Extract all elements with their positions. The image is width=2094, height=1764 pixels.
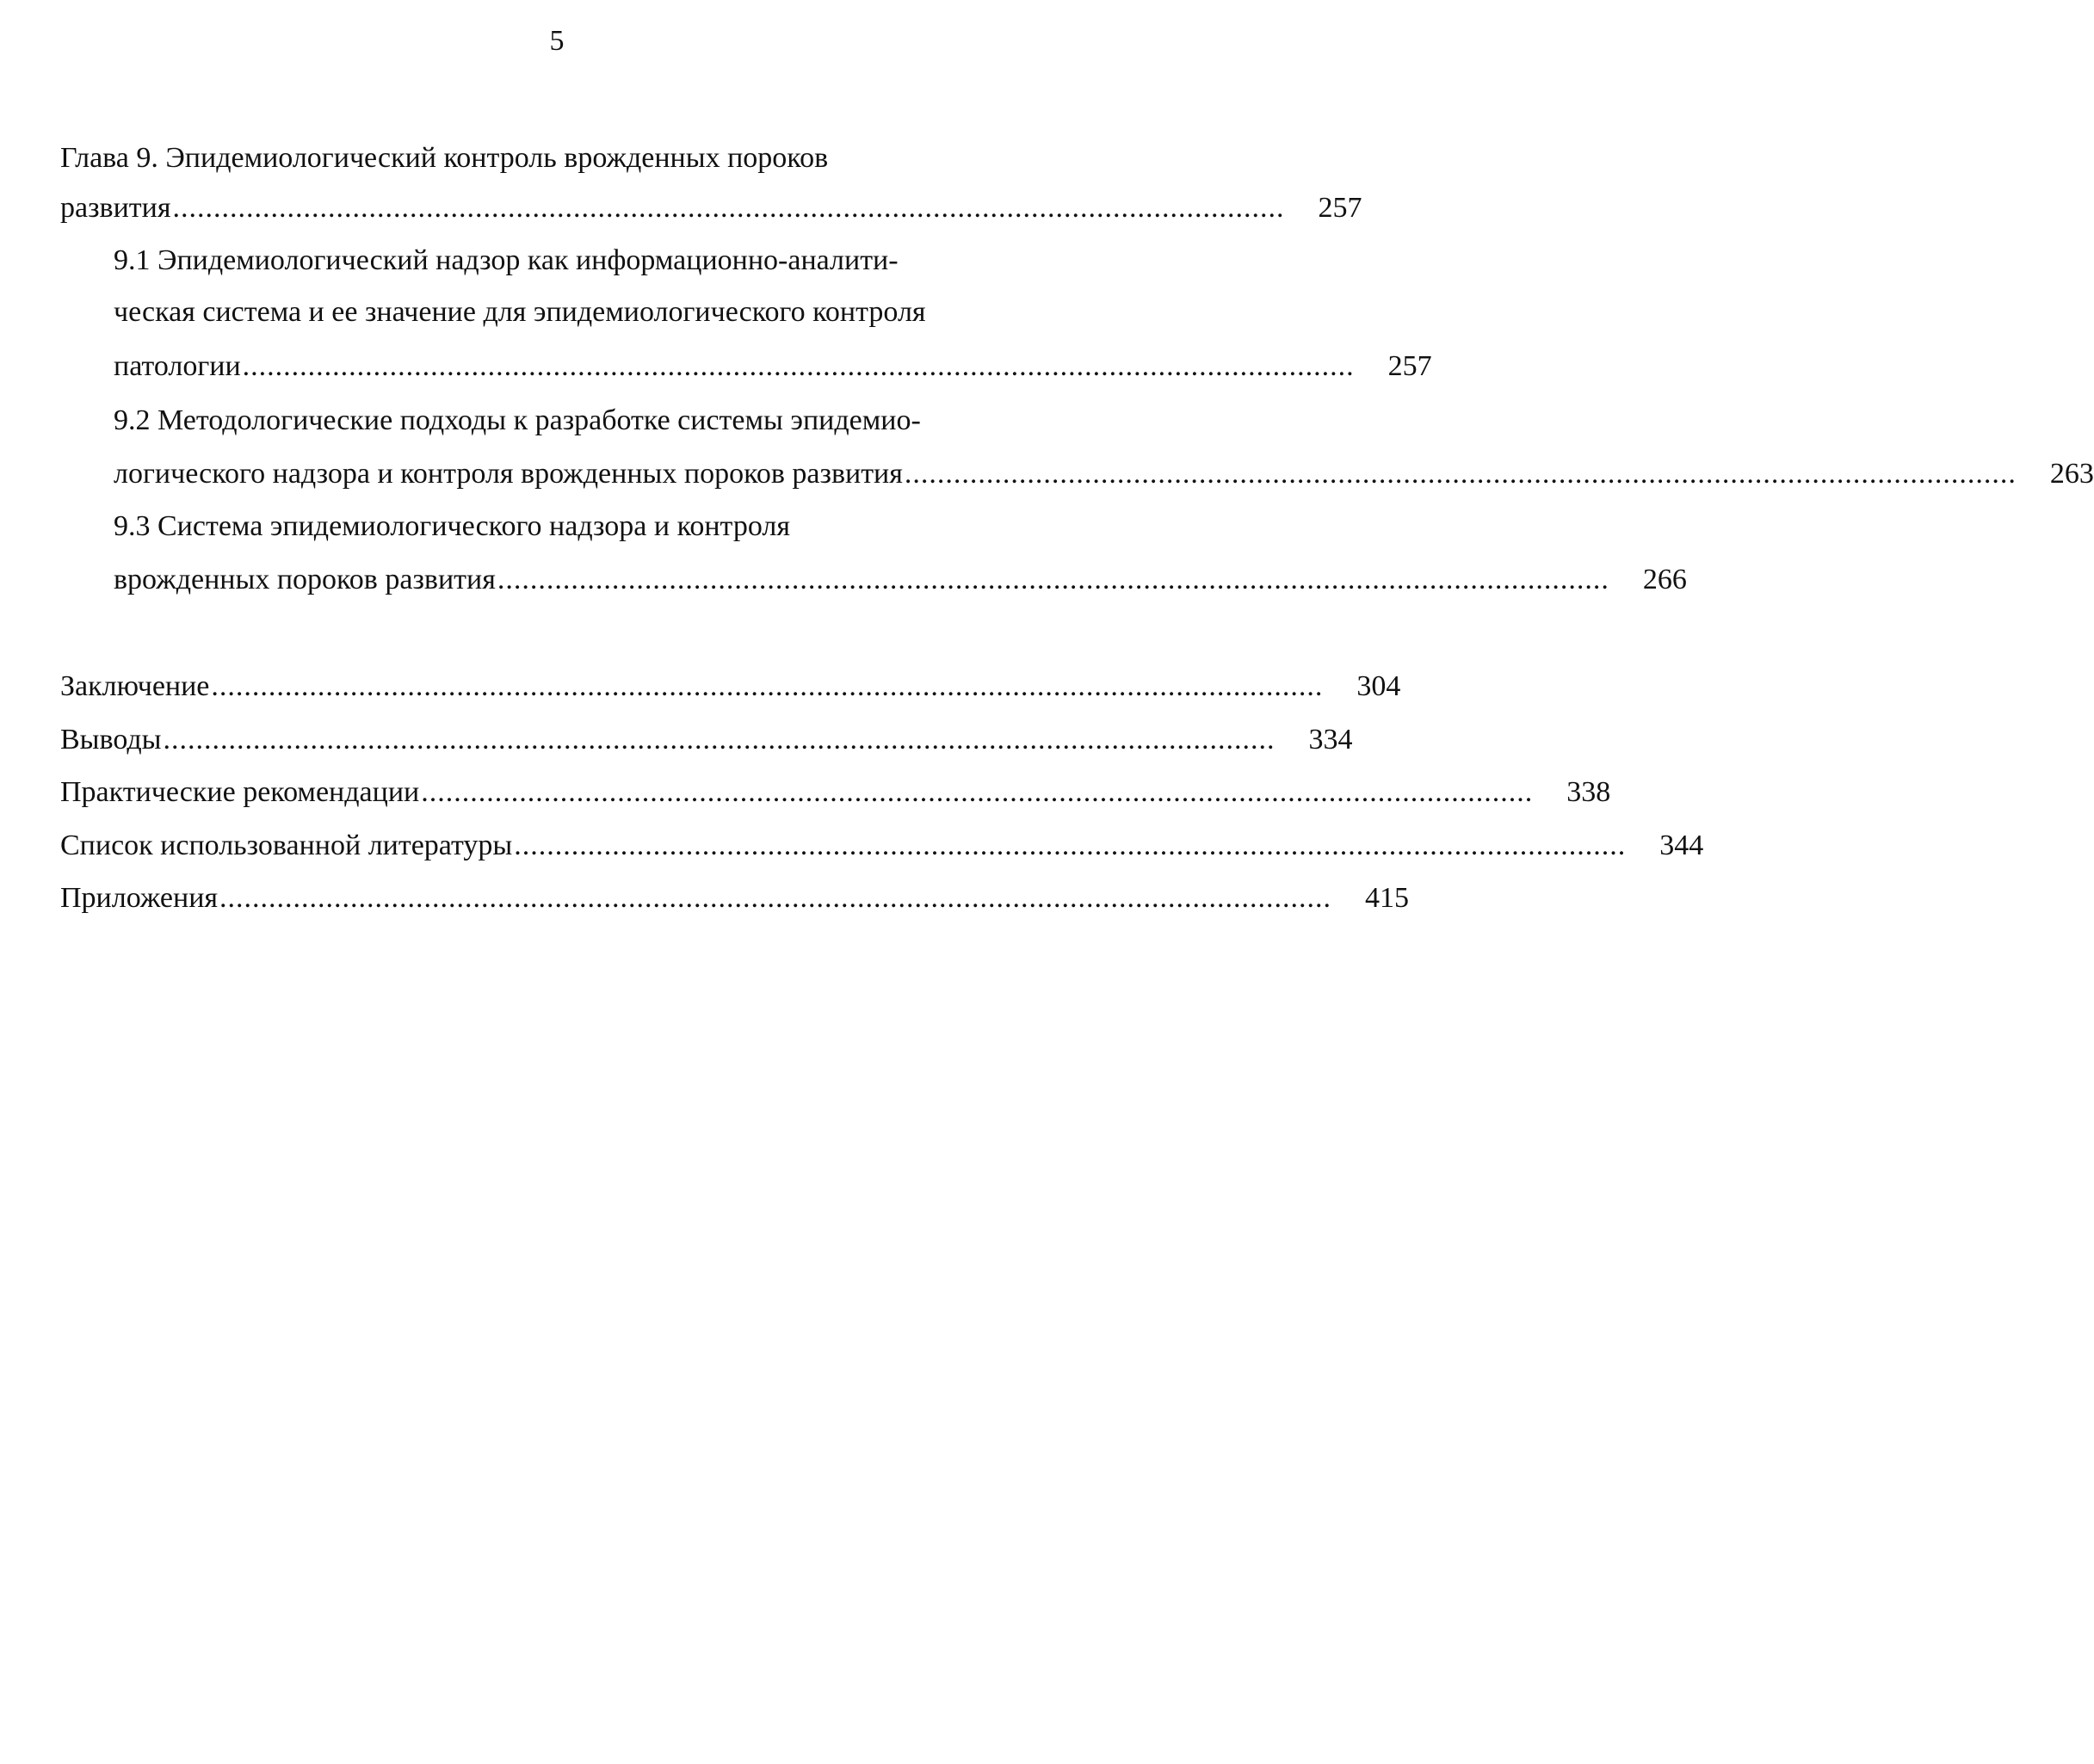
toc-page-number: 304 (1356, 670, 1401, 702)
toc-page-number: 415 (1365, 882, 1410, 914)
toc-leader-dots: ........................................................................................................................................ (421, 776, 1534, 808)
toc-entry-chapter-9[interactable] (60, 182, 1362, 234)
toc-entry-label: врожденных пороков развития (114, 564, 496, 595)
toc-entry-conclusion[interactable] (60, 661, 1401, 712)
toc-leader-dots: ........................................................................................................................................ (497, 564, 1609, 595)
toc-page-number: 263 (2049, 458, 2094, 490)
toc-entry-section-9-1[interactable] (114, 341, 1432, 392)
toc-leader-dots: ........................................................................................................................................ (219, 882, 1332, 914)
toc-entry-label: Приложения (60, 882, 219, 914)
toc-entry-section-9-2[interactable] (114, 448, 2094, 500)
toc-leader-dots: ........................................................................................................................................ (242, 350, 1355, 382)
toc-entry-label: патологии (114, 350, 241, 382)
page-number: 5 (549, 25, 565, 57)
toc-section-9-2-line-1: 9.2 Методологические подходы к разработке системы эпидемио- (114, 404, 921, 436)
toc-section-9-3-line-1: 9.3 Система эпидемиологического надзора и контроля (114, 510, 790, 542)
toc-section-9-1-line-2: ческая система и ее значение для эпидемиологического контроля (114, 296, 926, 328)
toc-page-number: 257 (1387, 350, 1432, 382)
toc-page-number: 344 (1659, 830, 1704, 861)
toc-page-number: 257 (1318, 192, 1362, 224)
toc-section-9-1-line-1: 9.1 Эпидемиологический надзор как информационно-аналити- (114, 244, 899, 276)
toc-chapter-9-title-line: Глава 9. Эпидемиологический контроль врожденных пороков (60, 142, 829, 174)
toc-entry-recommendations[interactable] (60, 767, 1611, 818)
toc-leader-dots: ........................................................................................................................................ (172, 192, 1285, 224)
toc-page-number: 338 (1566, 776, 1611, 808)
toc-entry-references[interactable] (60, 820, 1704, 872)
toc-entry-label: Выводы (60, 724, 162, 756)
toc-page-number: 334 (1308, 724, 1353, 756)
toc-entry-label: Список использованной литературы (60, 830, 513, 861)
toc-entry-findings[interactable] (60, 714, 1353, 766)
toc-page-number: 266 (1642, 564, 1687, 595)
toc-leader-dots: ........................................................................................................................................ (211, 670, 1324, 702)
toc-entry-appendices[interactable] (60, 873, 1410, 924)
toc-leader-dots: ........................................................................................................................................ (904, 458, 2017, 490)
toc-leader-dots: ........................................................................................................................................ (514, 830, 1627, 861)
toc-entry-label: развития (60, 192, 171, 224)
toc-entry-label: логического надзора и контроля врожденных пороков развития (114, 458, 903, 490)
toc-entry-label: Заключение (60, 670, 210, 702)
toc-entry-section-9-3[interactable] (114, 554, 1687, 606)
toc-leader-dots: ........................................................................................................................................ (163, 724, 1276, 756)
toc-entry-label: Практические рекомендации (60, 776, 420, 808)
